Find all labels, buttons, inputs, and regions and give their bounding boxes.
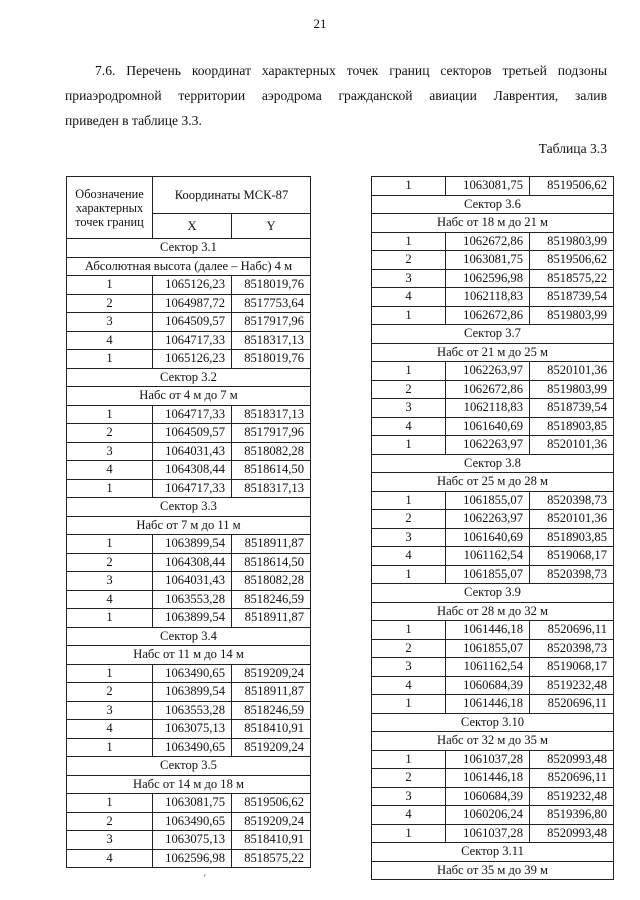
header-x: X bbox=[153, 214, 232, 239]
coord-y: 8520398,73 bbox=[530, 491, 614, 510]
coord-x: 1062596,98 bbox=[446, 269, 530, 288]
table-section-row bbox=[372, 732, 614, 751]
header-y: Y bbox=[232, 214, 311, 239]
point-number: 2 bbox=[67, 683, 153, 702]
table-row bbox=[372, 824, 614, 843]
point-number: 1 bbox=[372, 491, 446, 510]
point-number: 3 bbox=[372, 528, 446, 547]
table-row bbox=[67, 683, 311, 702]
table-row bbox=[372, 306, 614, 325]
coord-x: 1061640,69 bbox=[446, 417, 530, 436]
coord-y: 8517753,64 bbox=[232, 294, 311, 313]
coord-x: 1061855,07 bbox=[446, 491, 530, 510]
coord-x: 1065126,23 bbox=[153, 276, 232, 295]
section-label: Набс от 32 м до 35 м bbox=[372, 732, 614, 751]
table-section-row bbox=[67, 368, 311, 387]
coord-y: 8518903,85 bbox=[530, 417, 614, 436]
table-row bbox=[372, 547, 614, 566]
coord-x: 1063075,13 bbox=[153, 831, 232, 850]
coord-y: 8518019,76 bbox=[232, 350, 311, 369]
coord-x: 1064509,57 bbox=[153, 313, 232, 332]
coord-x: 1064509,57 bbox=[153, 424, 232, 443]
point-number: 1 bbox=[67, 609, 153, 628]
point-number: 1 bbox=[372, 750, 446, 769]
table-section-row bbox=[67, 239, 311, 258]
table-row bbox=[372, 510, 614, 529]
table-section-row bbox=[372, 214, 614, 233]
point-number: 1 bbox=[67, 350, 153, 369]
point-number: 4 bbox=[67, 720, 153, 739]
point-number: 1 bbox=[67, 479, 153, 498]
table-section-row bbox=[67, 757, 311, 776]
table-section-row bbox=[372, 713, 614, 732]
point-number: 4 bbox=[372, 676, 446, 695]
coord-y: 8518410,91 bbox=[232, 831, 311, 850]
point-number: 2 bbox=[372, 380, 446, 399]
section-label: Набс от 28 м до 32 м bbox=[372, 602, 614, 621]
section-label: Сектор 3.8 bbox=[372, 454, 614, 473]
coord-x: 1063899,54 bbox=[153, 609, 232, 628]
table-row bbox=[372, 806, 614, 825]
point-number: 3 bbox=[67, 831, 153, 850]
coord-x: 1064031,43 bbox=[153, 442, 232, 461]
point-number: 2 bbox=[372, 639, 446, 658]
section-label: Набс от 14 м до 18 м bbox=[67, 775, 311, 794]
section-label: Сектор 3.10 bbox=[372, 713, 614, 732]
section-label: Набс от 18 м до 21 м bbox=[372, 214, 614, 233]
point-number: 1 bbox=[372, 436, 446, 455]
table-section-row bbox=[67, 387, 311, 406]
point-number: 1 bbox=[372, 306, 446, 325]
section-label: Сектор 3.1 bbox=[67, 239, 311, 258]
coord-x: 1061855,07 bbox=[446, 565, 530, 584]
coord-x: 1063075,13 bbox=[153, 720, 232, 739]
point-number: 3 bbox=[67, 313, 153, 332]
coord-y: 8518246,59 bbox=[232, 590, 311, 609]
coord-y: 8520993,48 bbox=[530, 824, 614, 843]
coord-y: 8518246,59 bbox=[232, 701, 311, 720]
coord-y: 8517917,96 bbox=[232, 313, 311, 332]
table-row bbox=[372, 177, 614, 196]
coord-y: 8518911,87 bbox=[232, 609, 311, 628]
table-section-row bbox=[372, 343, 614, 362]
coord-y: 8519506,62 bbox=[530, 177, 614, 196]
coord-y: 8518739,54 bbox=[530, 288, 614, 307]
table-row bbox=[67, 701, 311, 720]
point-number: 1 bbox=[372, 232, 446, 251]
coord-x: 1064717,33 bbox=[153, 479, 232, 498]
table-row bbox=[372, 380, 614, 399]
table-row bbox=[67, 812, 311, 831]
point-number: 3 bbox=[67, 701, 153, 720]
table-row bbox=[372, 288, 614, 307]
table-row bbox=[372, 269, 614, 288]
table-row bbox=[67, 572, 311, 591]
table-row bbox=[67, 720, 311, 739]
coord-x: 1062263,97 bbox=[446, 510, 530, 529]
coord-y: 8518614,50 bbox=[232, 461, 311, 480]
intro-line-3: приведен в таблице 3.3. bbox=[65, 113, 202, 128]
table-row bbox=[67, 535, 311, 554]
coord-y: 8519209,24 bbox=[232, 812, 311, 831]
table-row bbox=[67, 553, 311, 572]
coord-y: 8519232,48 bbox=[530, 787, 614, 806]
section-label: Набс от 11 м до 14 м bbox=[67, 646, 311, 665]
table-row bbox=[67, 276, 311, 295]
coord-x: 1060684,39 bbox=[446, 787, 530, 806]
coord-y: 8519232,48 bbox=[530, 676, 614, 695]
section-label: Набс от 4 м до 7 м bbox=[67, 387, 311, 406]
table-row bbox=[67, 664, 311, 683]
point-number: 1 bbox=[67, 276, 153, 295]
table-row bbox=[67, 424, 311, 443]
table-row bbox=[372, 528, 614, 547]
point-number: 1 bbox=[67, 405, 153, 424]
coord-x: 1062672,86 bbox=[446, 306, 530, 325]
coord-y: 8519068,17 bbox=[530, 658, 614, 677]
section-label: Набс от 7 м до 11 м bbox=[67, 516, 311, 535]
table-section-row bbox=[372, 195, 614, 214]
coord-y: 8520101,36 bbox=[530, 436, 614, 455]
coord-y: 8519209,24 bbox=[232, 738, 311, 757]
coord-y: 8518317,13 bbox=[232, 405, 311, 424]
coord-y: 8519506,62 bbox=[530, 251, 614, 270]
coord-y: 8518575,22 bbox=[530, 269, 614, 288]
point-number: 3 bbox=[372, 658, 446, 677]
coord-x: 1063899,54 bbox=[153, 683, 232, 702]
point-number: 1 bbox=[372, 565, 446, 584]
section-label: Набс от 35 м до 39 м bbox=[372, 861, 614, 880]
point-number: 1 bbox=[372, 621, 446, 640]
coord-x: 1063899,54 bbox=[153, 535, 232, 554]
coord-x: 1063490,65 bbox=[153, 738, 232, 757]
coord-x: 1061855,07 bbox=[446, 639, 530, 658]
table-row bbox=[372, 251, 614, 270]
table-row bbox=[372, 491, 614, 510]
coord-x: 1060206,24 bbox=[446, 806, 530, 825]
intro-line-2: приаэродромной территории аэродрома гражданской авиации Лаврентия, залив bbox=[65, 88, 607, 103]
coord-y: 8520101,36 bbox=[530, 362, 614, 381]
table-section-row bbox=[67, 257, 311, 276]
point-number: 1 bbox=[372, 695, 446, 714]
point-number: 4 bbox=[67, 331, 153, 350]
coord-x: 1064308,44 bbox=[153, 553, 232, 572]
coord-y: 8518410,91 bbox=[232, 720, 311, 739]
point-number: 2 bbox=[67, 294, 153, 313]
table-row bbox=[372, 750, 614, 769]
section-label: Сектор 3.9 bbox=[372, 584, 614, 603]
coord-x: 1063490,65 bbox=[153, 812, 232, 831]
point-number: 2 bbox=[372, 251, 446, 270]
table-row bbox=[67, 331, 311, 350]
table-row bbox=[67, 405, 311, 424]
point-number: 2 bbox=[67, 812, 153, 831]
coord-x: 1063081,75 bbox=[446, 177, 530, 196]
point-number: 2 bbox=[67, 553, 153, 572]
coord-x: 1063081,75 bbox=[153, 794, 232, 813]
coord-y: 8517917,96 bbox=[232, 424, 311, 443]
point-number: 1 bbox=[67, 664, 153, 683]
coord-y: 8518019,76 bbox=[232, 276, 311, 295]
table-section-row bbox=[372, 325, 614, 344]
point-number: 4 bbox=[67, 849, 153, 868]
table-section-row bbox=[67, 775, 311, 794]
table-row bbox=[67, 738, 311, 757]
coord-x: 1063081,75 bbox=[446, 251, 530, 270]
coord-y: 8518317,13 bbox=[232, 479, 311, 498]
table-row bbox=[67, 313, 311, 332]
section-label: Абсолютная высота (далее – Набс) 4 м bbox=[67, 257, 311, 276]
coord-x: 1061162,54 bbox=[446, 547, 530, 566]
coord-y: 8518082,28 bbox=[232, 572, 311, 591]
table-section-row bbox=[67, 627, 311, 646]
coord-y: 8519506,62 bbox=[232, 794, 311, 813]
table-row bbox=[372, 695, 614, 714]
table-row bbox=[67, 350, 311, 369]
table-header-row bbox=[67, 177, 311, 214]
coord-x: 1061037,28 bbox=[446, 824, 530, 843]
coord-x: 1060684,39 bbox=[446, 676, 530, 695]
table-row bbox=[372, 417, 614, 436]
coord-y: 8520101,36 bbox=[530, 510, 614, 529]
coord-y: 8518614,50 bbox=[232, 553, 311, 572]
coord-x: 1064717,33 bbox=[153, 405, 232, 424]
point-number: 3 bbox=[372, 269, 446, 288]
header-point-designation: Обозначение характерных точек границ bbox=[67, 177, 153, 239]
table-section-row bbox=[67, 498, 311, 517]
table-section-row bbox=[372, 861, 614, 880]
coord-y: 8519396,80 bbox=[530, 806, 614, 825]
point-number: 3 bbox=[67, 442, 153, 461]
section-label: Набс от 25 м до 28 м bbox=[372, 473, 614, 492]
coord-x: 1063553,28 bbox=[153, 590, 232, 609]
table-row bbox=[67, 294, 311, 313]
table-row bbox=[67, 442, 311, 461]
section-label: Сектор 3.6 bbox=[372, 195, 614, 214]
coord-x: 1061446,18 bbox=[446, 621, 530, 640]
coord-x: 1064717,33 bbox=[153, 331, 232, 350]
coord-y: 8519803,99 bbox=[530, 306, 614, 325]
point-number: 4 bbox=[372, 547, 446, 566]
table-section-row bbox=[372, 602, 614, 621]
table-row bbox=[67, 479, 311, 498]
point-number: 1 bbox=[67, 535, 153, 554]
point-number: 1 bbox=[67, 738, 153, 757]
coord-x: 1062118,83 bbox=[446, 399, 530, 418]
coord-x: 1061640,69 bbox=[446, 528, 530, 547]
coord-x: 1062263,97 bbox=[446, 362, 530, 381]
coord-y: 8519068,17 bbox=[530, 547, 614, 566]
coord-x: 1065126,23 bbox=[153, 350, 232, 369]
section-label: Сектор 3.4 bbox=[67, 627, 311, 646]
coord-x: 1062596,98 bbox=[153, 849, 232, 868]
point-number: 1 bbox=[67, 794, 153, 813]
table-row bbox=[67, 461, 311, 480]
table-section-row bbox=[67, 646, 311, 665]
coord-y: 8520398,73 bbox=[530, 639, 614, 658]
coord-x: 1063553,28 bbox=[153, 701, 232, 720]
coord-x: 1062263,97 bbox=[446, 436, 530, 455]
point-number: 4 bbox=[372, 288, 446, 307]
coord-y: 8520696,11 bbox=[530, 621, 614, 640]
section-label: Набс от 21 м до 25 м bbox=[372, 343, 614, 362]
table-row bbox=[67, 831, 311, 850]
table-row bbox=[67, 609, 311, 628]
table-section-row bbox=[372, 584, 614, 603]
coord-y: 8519803,99 bbox=[530, 232, 614, 251]
table-row bbox=[372, 676, 614, 695]
section-label: Сектор 3.5 bbox=[67, 757, 311, 776]
coord-y: 8520993,48 bbox=[530, 750, 614, 769]
coord-y: 8520398,73 bbox=[530, 565, 614, 584]
coord-y: 8520696,11 bbox=[530, 769, 614, 788]
table-caption: Таблица 3.3 bbox=[538, 141, 607, 156]
table-row bbox=[372, 362, 614, 381]
table-row bbox=[67, 590, 311, 609]
section-label: Сектор 3.7 bbox=[372, 325, 614, 344]
point-number: 2 bbox=[372, 510, 446, 529]
coord-x: 1061446,18 bbox=[446, 695, 530, 714]
intro-line-1: 7.6. Перечень координат характерных точек границ секторов третьей подзоны bbox=[95, 63, 607, 78]
coord-y: 8518911,87 bbox=[232, 535, 311, 554]
table-row bbox=[372, 399, 614, 418]
coord-y: 8518317,13 bbox=[232, 331, 311, 350]
table-row bbox=[67, 849, 311, 868]
point-number: 1 bbox=[372, 824, 446, 843]
coord-x: 1062118,83 bbox=[446, 288, 530, 307]
point-number: 1 bbox=[372, 177, 446, 196]
footer-mark: ' bbox=[204, 873, 206, 883]
section-label: Сектор 3.11 bbox=[372, 843, 614, 862]
point-number: 3 bbox=[67, 572, 153, 591]
table-section-row bbox=[372, 843, 614, 862]
header-coordinates: Координаты МСК-87 bbox=[153, 177, 311, 214]
table-row bbox=[372, 639, 614, 658]
coordinates-table-left bbox=[66, 176, 311, 868]
page-number: 21 bbox=[313, 16, 327, 31]
coord-x: 1064031,43 bbox=[153, 572, 232, 591]
point-number: 2 bbox=[372, 769, 446, 788]
point-number: 4 bbox=[372, 417, 446, 436]
coord-y: 8518739,54 bbox=[530, 399, 614, 418]
point-number: 1 bbox=[372, 362, 446, 381]
table-row bbox=[372, 621, 614, 640]
coord-y: 8519209,24 bbox=[232, 664, 311, 683]
coord-y: 8519803,99 bbox=[530, 380, 614, 399]
coord-x: 1061037,28 bbox=[446, 750, 530, 769]
point-number: 2 bbox=[67, 424, 153, 443]
coord-y: 8520696,11 bbox=[530, 695, 614, 714]
table-row bbox=[67, 794, 311, 813]
section-label: Сектор 3.3 bbox=[67, 498, 311, 517]
table-section-row bbox=[372, 473, 614, 492]
coord-y: 8518575,22 bbox=[232, 849, 311, 868]
point-number: 3 bbox=[372, 787, 446, 806]
point-number: 4 bbox=[372, 806, 446, 825]
coord-x: 1063490,65 bbox=[153, 664, 232, 683]
coord-x: 1062672,86 bbox=[446, 380, 530, 399]
coord-x: 1061446,18 bbox=[446, 769, 530, 788]
table-row bbox=[372, 232, 614, 251]
table-row bbox=[372, 769, 614, 788]
coord-x: 1061162,54 bbox=[446, 658, 530, 677]
coord-y: 8518903,85 bbox=[530, 528, 614, 547]
table-row bbox=[372, 565, 614, 584]
table-row bbox=[372, 658, 614, 677]
intro-paragraph bbox=[65, 58, 607, 133]
coord-y: 8518911,87 bbox=[232, 683, 311, 702]
table-row bbox=[372, 436, 614, 455]
point-number: 4 bbox=[67, 461, 153, 480]
point-number: 3 bbox=[372, 399, 446, 418]
section-label: Сектор 3.2 bbox=[67, 368, 311, 387]
coord-x: 1064308,44 bbox=[153, 461, 232, 480]
table-row bbox=[372, 787, 614, 806]
coordinates-table-right bbox=[371, 176, 614, 880]
table-section-row bbox=[372, 454, 614, 473]
coord-x: 1062672,86 bbox=[446, 232, 530, 251]
coord-x: 1064987,72 bbox=[153, 294, 232, 313]
coord-y: 8518082,28 bbox=[232, 442, 311, 461]
table-section-row bbox=[67, 516, 311, 535]
point-number: 4 bbox=[67, 590, 153, 609]
